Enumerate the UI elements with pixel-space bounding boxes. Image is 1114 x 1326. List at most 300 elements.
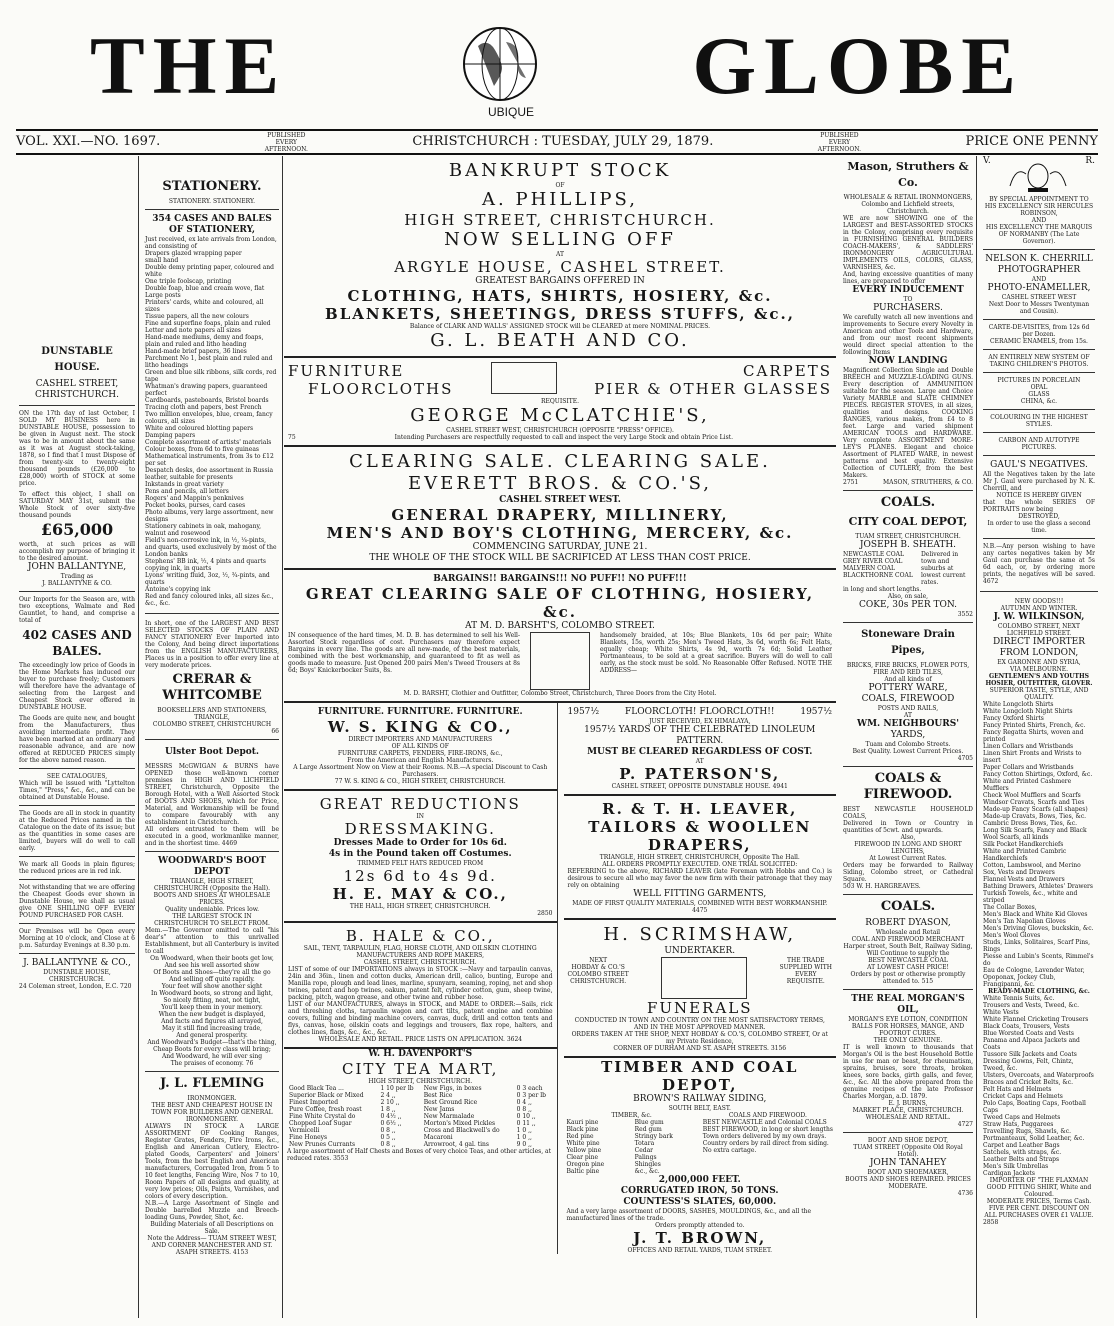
timber-item: Red pine: [566, 1133, 594, 1140]
woodward-sub: TRIANGLE, HIGH STREET, CHRISTCHURCH (Opposite the Hall).: [153, 878, 270, 892]
verse-line: Your feet will show another sight: [161, 983, 263, 990]
dunstable-trading: Trading as: [60, 573, 94, 580]
column-1: [16, 156, 139, 1318]
davenport-ad: [284, 1049, 557, 1162]
stationery-list-item: Field's non-corrosive ink, in ½, ¼-pints, and quarts, used exclusively by most of the London banks: [145, 537, 277, 558]
hargreaves-name: 503 W. H. HARGREAVES.: [843, 883, 921, 890]
dressmaking-ad: [284, 791, 557, 923]
greatest-bargains: GREATEST BARGAINS OFFERED IN: [475, 276, 645, 286]
timber-item: Yellow pine: [566, 1147, 602, 1154]
goods-item: Fancy Cotton Shirtings, Oxford, &c.: [983, 771, 1093, 778]
stationery-ad: [142, 156, 282, 1256]
dyason-orders: Orders by post or otherwise promptly attended to. 515: [850, 971, 966, 985]
morgan-sub: MORGAN'S EYE LOTION, CONDITION BALLS FOR HORSES, MANGE, AND FOOTROT CURES.: [848, 1016, 968, 1037]
stationery-short: In short, one of the LARGEST AND BEST SELECTED STOCKS OF PLAIN AND FANCY STATIONERY Ever Imported into the Colony, And being direct importations from the ENGLISH MANUFACTURERS, Places us in a position to offer every line at very moderate prices.: [145, 620, 279, 669]
fleming-sub: IRONMONGER.: [187, 1095, 237, 1102]
coals-text: BEST NEWCASTLE and Colonial COALS: [702, 1119, 827, 1126]
mason-sub: WHOLESALE & RETAIL IRONMONGERS,: [843, 194, 973, 201]
dunstable-address: CASHEL STREET, CHRISTCHURCH.: [35, 379, 119, 400]
volume-number: VOL. XXI.—NO. 1697.: [16, 134, 161, 149]
neighbours-name: WM. NEIGHBOURS': [856, 719, 960, 729]
stationery-list-item: Mathematical instruments, from 3s to £12 per set: [145, 453, 274, 467]
clothing-line: CLOTHING, HATS, SHIRTS, HOSIERY, &c.: [347, 287, 773, 305]
dateline: [16, 129, 1098, 155]
stationery-list-item: Despatch desks, doe assortment in Russia leather, suitable for presents: [145, 467, 274, 481]
scrimshaw-undertaker: UNDERTAKER.: [664, 946, 736, 956]
drapery-line: GENERAL DRAPERY, MILLINERY,: [391, 506, 729, 524]
ulster-text: MESSRS McGWIGAN & BURNS have OPENED those well-known corner premises in HIGH AND LICHFIELD STREET, Christchurch, Opposite the Borough Hotel, with a Well Assorted Stock of BOOTS AND SHOES, which for Price, Material, and Workmanship will be found to compare favourably with any establishment in Christchurch.: [145, 763, 279, 826]
tea-cell: 0 11 ,,: [516, 1120, 536, 1127]
discount: FIVE PER CENT. DISCOUNT ON ALL PURCHASES OVER £1 VALUE.: [984, 1205, 1094, 1219]
barsht-at: AT M. D. BARSHT'S, COLOMBO STREET.: [465, 621, 655, 631]
and-1: AND: [1031, 217, 1047, 224]
carpets-word: CARPETS: [743, 362, 832, 380]
ready-item: White Vests: [983, 1009, 1019, 1016]
stationery-list-item: Complete assortment of artists' materials: [145, 439, 272, 446]
king-head: FURNITURE. FURNITURE. FURNITURE.: [317, 707, 523, 717]
tea-cell: 0 4 ,,: [516, 1099, 532, 1106]
gentlemen: GENTLEMEN'S AND YOUTHS HOSIER, OUTFITTER, GLOVER.: [985, 673, 1093, 687]
masthead-the: THE: [90, 20, 288, 111]
burns-address: MARKET PLACE, CHRISTCHURCH.: [852, 1107, 964, 1114]
stationery-list-item: Cardboards, pasteboards, Bristol boards: [145, 397, 269, 404]
stationery-list-item: Tissue papers, all the new colours: [145, 313, 249, 320]
scrim-requisite: REQUISITE.: [786, 978, 825, 985]
hale-sub: SAIL, TENT, TARPAULIN, FLAG, HORSE CLOTH, AND OILSKIN CLOTHING MANUFACTURERS AND ROPE MAKERS,: [303, 945, 537, 959]
coals-title: COALS.: [880, 495, 936, 510]
timber-item: &c., &c.: [634, 1168, 660, 1175]
everett-address: CASHEL STREET WEST.: [499, 495, 621, 505]
stationery-cases: 354 CASES AND BALES OF STATIONERY,: [152, 214, 272, 235]
goods-item: Eau de Cologne, Lavender Water, Opoponax, Jockey Club, Frangipanni, &c.: [983, 967, 1085, 988]
scrim-orders: ORDERS TAKEN AT THE SHOP, NEXT HOBDAY & CO.'S, COLOMBO STREET, Or at my Private Residence,: [571, 1031, 828, 1045]
issue-date: CHRISTCHURCH : TUESDAY, JULY 29, 1879.: [412, 134, 714, 149]
mens-line: MEN'S AND BOY'S CLOTHING, MERCERY, &c.: [326, 524, 794, 542]
masthead-globe: GLOBE: [692, 20, 1024, 111]
tea-cell: 0 8 ,,: [516, 1106, 532, 1113]
timber-feet: 2,000,000 FEET.: [658, 1175, 741, 1185]
king-ad: [284, 703, 557, 791]
column-4: [840, 156, 977, 1318]
autumn: AUTUMN AND WINTER.: [1000, 605, 1078, 612]
verse-line: On Woodward, when their boots get low,: [150, 955, 274, 962]
hale-foot: WHOLESALE AND RETAIL. PRICE LISTS ON APPLICATION. 3624: [318, 1036, 523, 1043]
tea-row: [287, 1120, 554, 1127]
dunstable-shilling: Not withstanding that we are offering the Cheapest Goods ever shown in Dunstable House, we shall as usual give ONE SHILLING OFF EVERY POUND PURCHASED FOR CASH.: [19, 884, 135, 919]
leaver-well: WELL FITTING GARMENTS,: [633, 889, 767, 899]
tea-price-table: [287, 1085, 554, 1148]
timber-list: [567, 1119, 629, 1175]
bankrupt-stock-ad: [284, 156, 836, 358]
verse-line: May it still find increasing trade,: [162, 1025, 262, 1032]
dunstable-amount: £65,000: [40, 520, 114, 539]
goods-item: Men's Black and White Kid Gloves: [983, 911, 1088, 918]
neighbours-at: AT: [903, 712, 912, 719]
goods-item: White and Printed Cambric Handkerchiefs: [983, 848, 1067, 862]
leaver-orders: ALL ORDERS PROMPTLY EXECUTED. ONE TRIAL SOLICITED:: [602, 861, 798, 868]
dunstable-hours: Our Premises will be Open every Morning at 10 o'clock, and Close at 6 p.m. Saturday Evenings at 8.30 p.m.: [19, 928, 135, 949]
timber-item: Baltic pine: [566, 1168, 600, 1175]
ready-item: Satchels, with straps, &c.: [983, 1149, 1062, 1156]
garonne: EX GARONNE AND SYRIA,: [997, 659, 1081, 666]
ready-item: Braces and Cricket Belts, &c.: [983, 1079, 1073, 1086]
barsht-foot: M. D. BARSHT, Clothier and Outfitter, Colombo Street, Christchurch, Three Doors from the City Hotel.: [403, 690, 717, 697]
may-address: THE HALL, HIGH STREET, CHRISTCHURCH.: [349, 903, 491, 910]
davenport-address: HIGH STREET, CHRISTCHURCH.: [368, 1078, 473, 1085]
tea-cell: 0 3 per lb: [516, 1092, 547, 1099]
tea-cell: New Jams: [423, 1106, 455, 1113]
stationery-list-item: Just received, ex late arrivals from London, and consisting of: [145, 236, 277, 250]
motto: UBIQUE: [487, 105, 534, 119]
stationery-list-item: Whatman's drawing papers, guaranteed perfect: [145, 383, 268, 397]
woodward-text: BOOTS AND SHOES AT WHOLESALE PRICES.: [153, 892, 271, 906]
mason-body: WE are now SHOWING one of the LARGEST and BEST-ASSORTED STOCKS in the Colony, comprising every requisite in FURNISHING GENERAL BUILDERS COACH-MAKERS', & SADDLERS' IRONMONGERY AGRICULTURAL IMPLEMENTS OILS, COLORS, GLASS, VARNISHES, &c.: [843, 215, 973, 271]
burns-name: E. J. BURNS,: [888, 1100, 928, 1107]
tea-cell: 1 8 ,,: [380, 1106, 396, 1113]
stationery-list-item: Letter and note papers all sizes: [145, 327, 241, 334]
flaxman: IMPORTER OF "THE FLAXMAN GOOD FITTING SHIRT, White and Coloured.: [986, 1177, 1092, 1198]
goods-item: Fancy Regatta Shirts, woven and printed: [983, 729, 1084, 743]
tea-cell: 9 0 ,,: [516, 1141, 532, 1148]
newspaper-page: [16, 156, 1098, 1318]
coals-sub: COALS AND FIREWOOD.: [728, 1112, 807, 1119]
stationery-title: STATIONERY.: [162, 179, 262, 194]
verse-line: So nicely fitting, neat, not tight,: [163, 997, 261, 1004]
shop-illustration-icon: [530, 632, 590, 690]
ready-item: Cardigan Jackets: [983, 1170, 1036, 1177]
via-melbourne: VIA MELBOURNE.: [1009, 666, 1068, 673]
verse-line: And facts and figures all arrayed,: [161, 1018, 263, 1025]
floorcloth-head: FLOORCLOTH! FLOORCLOTH!!: [625, 707, 775, 717]
gaul-nb: N.B.—Any person wishing to have any cartes negatives taken by Mr Gaul can purchase the same at 5s 6d each, or, by ordering more prints, the negatives will be saved. 4672: [983, 543, 1095, 585]
woodward-big: THE LARGEST STOCK IN CHRISTCHURCH TO SELECT FROM.: [154, 913, 270, 927]
goods-item: Turkish Towels, &c., white and striped: [983, 890, 1078, 904]
wilkinson-name: J. W. WILKINSON,: [993, 612, 1085, 622]
glass: GLASS: [1028, 391, 1050, 398]
dunstable-catalogues: SEE CATALOGUES,: [46, 773, 108, 780]
ulster-title: Ulster Boot Depot.: [164, 747, 260, 757]
timber-item: Cedar: [634, 1147, 654, 1154]
ready-item: Panama and Alpaca Jackets and Coats: [983, 1037, 1080, 1051]
neighbours-number: 4705: [957, 755, 973, 762]
tea-cell: 0 10 ,,: [516, 1113, 536, 1120]
tea-cell: 0 6½ ,,: [380, 1120, 402, 1127]
goods-item: Check Wool Mufflers and Scarfs: [983, 792, 1081, 799]
woodward-title: WOODWARD'S BOOT DEPOT: [158, 856, 266, 877]
verse-line: Cheap Boots for every class will bring;: [153, 1046, 271, 1053]
direct-importer: DIRECT IMPORTER: [992, 637, 1086, 647]
notice-text: that the whole SERIES OF PORTRAITS now being: [983, 499, 1095, 513]
floorcloth-num-left: 1957½: [567, 707, 600, 717]
tea-cell: New Marmalade: [423, 1113, 475, 1120]
coal-item: GREY RIVER COAL: [843, 558, 903, 565]
timber-general: And a very large assortment of DOORS, SASHES, MOULDINGS, &c., and all the manufactured lines of the trade.: [566, 1208, 812, 1222]
opal: OPAL: [1030, 384, 1048, 391]
coal-list: [843, 551, 913, 586]
best-coal: BEST NEWCASTLE HOUSEHOLD COALS,: [843, 806, 973, 820]
goods-item: White Longcloth Shirts: [983, 701, 1054, 708]
stationery-list-item: Lyons' writing fluid, 3oz, ½, ¾-pints, and quarts: [145, 572, 270, 586]
verse-line: When the new budget is displayed,: [158, 1011, 266, 1018]
timber-title: TIMBER AND COAL DEPOT,: [601, 1058, 799, 1094]
pier-word: PIER & OTHER GLASSES: [594, 380, 832, 398]
city-coal-depot: CITY COAL DEPOT,: [848, 515, 968, 528]
stationery-sub: STATIONERY. STATIONERY.: [168, 198, 256, 205]
stationery-list-item: Pens and pencils, all letters: [145, 488, 229, 495]
mason-title: Mason, Struthers & Co.: [847, 160, 969, 189]
goods-item: Paper Collars and Wristbands: [983, 764, 1074, 771]
verse-line: And Woodward's Budget—that's the thing,: [147, 1039, 277, 1046]
mason-also: And, having excessive quantities of many lines, are prepared to offer: [843, 271, 973, 285]
tea-cell: 0 8 ,,: [380, 1141, 396, 1148]
hearse-illustration-icon: [661, 957, 747, 999]
brown-address: OFFICES AND RETAIL YARDS, TUAM STREET.: [627, 1247, 773, 1254]
dunstable-plain: We mark all Goods in plain figures; the reduced prices are in red ink.: [19, 861, 135, 875]
stationery-list-item: Stationery cabinets in oak, mahogany, walnut and rosewood: [145, 523, 261, 537]
king-of: OF ALL KINDS OF: [391, 743, 449, 750]
requisite-line: REQUISITE.: [540, 398, 579, 405]
tea-row: [287, 1113, 554, 1120]
dunstable-count: 402 CASES AND BALES.: [22, 628, 132, 658]
verse-line: Of Boots and Shoes—they're all the go: [153, 969, 271, 976]
beath-name: G. L. BEATH AND CO.: [430, 330, 690, 351]
scrim-colombo: COLOMBO STREET: [567, 971, 629, 978]
mason-to: TO: [903, 296, 913, 303]
verse-line: And selling off quite rapidly.: [169, 976, 255, 983]
masthead-area: [0, 0, 1114, 128]
goods-item: Linen Shirt Fronts and Wrists to insert: [983, 750, 1082, 764]
goods-item: Made-up Fancy Scarfs (all shapes): [983, 806, 1088, 813]
vr-letter-v: V.: [983, 156, 991, 166]
tea-cell: Fine White Crystal do: [289, 1113, 356, 1120]
tea-foot: A large assortment of Half Chests and Boxes of very choice Teas, and other articles, at reduced rates. 3553: [287, 1148, 552, 1162]
column-3: [284, 156, 836, 1318]
neighbours-yards: YARDS,: [890, 730, 926, 740]
phillips-name: A. PHILLIPS,: [482, 189, 638, 210]
tea-cell: Pure Coffee, fresh roast: [289, 1106, 362, 1113]
ready-item: Blue Worsted Coats and Vests: [983, 1030, 1074, 1037]
royal-arms-icon: [1006, 156, 1070, 196]
ready-item: Carpet and Leather Bags: [983, 1142, 1060, 1149]
scrim-every: EVERY: [795, 971, 817, 978]
crerar-address: COLOMBO STREET, CHRISTCHURCH: [152, 721, 272, 728]
floorcloth-num-right: 1957½: [800, 707, 832, 717]
goods-list: [983, 701, 1095, 988]
ready-made: READY-MADE CLOTHING, &c.: [988, 988, 1090, 995]
king-name: W. S. KING & CO.,: [327, 718, 513, 736]
china: CHINA, &c.: [1020, 398, 1058, 405]
paterson-address: CASHEL STREET, OPPOSITE DUNSTABLE HOUSE. 4941: [611, 783, 788, 790]
coals-firewood-title: COALS & FIREWOOD.: [863, 771, 953, 802]
goods-item: Men's Driving Gloves, buckskin, &c.: [983, 925, 1094, 932]
barsht-great: GREAT CLEARING SALE OF CLOTHING, HOSIERY, &c.: [305, 585, 815, 621]
dunstable-foot4: 24 Coleman street, London, E.C. 720: [19, 983, 132, 990]
appointment: BY SPECIAL APPOINTMENT TO HIS EXCELLENCY SIR HERCULES ROBINSON,: [984, 196, 1094, 217]
dresses-line: Dresses Made to Order for 10s 6d.: [333, 838, 507, 848]
timber-iron: CORRUGATED IRON, 50 TONS.: [620, 1186, 779, 1196]
davenport-name: W. H. DAVENPORT'S: [368, 1049, 473, 1059]
goods-item: White Longcloth Night Shirts: [983, 708, 1073, 715]
masthead: [90, 20, 1024, 112]
new-goods: NEW GOODS!!!: [1014, 598, 1064, 605]
superior: SUPERIOR TASTE, STYLE, AND QUALITY.: [989, 687, 1089, 701]
tea-cell: New Prunes Currants: [289, 1141, 356, 1148]
at-label: AT: [555, 251, 564, 258]
timber-item: Clear pine: [566, 1154, 599, 1161]
dunstable-offer: To effect this object, I shall on SATURDAY MAY 31st, submit the Whole Stock of over sixty-five thousand pounds: [19, 491, 135, 519]
coal-item: MALVERN COAL: [843, 565, 895, 572]
hale-body: LIST of some of our IMPORTATIONS always in STOCK :—Navy and tarpaulin canvas, 24in and 36in., linen and cotton ducks, American drill, calico, bunting, Europe and Manilla rope, plough and lead lines, marline, spunyarn, seaming, roping, net and shop twines, patent and hop twines, oakum, patent felt, cylinder cotton, gum, sheep twine, packing, pitch, wagon grease, and other twine and rubber hose.: [288, 966, 553, 1001]
tea-cell: Morton's Mixed Pickles: [423, 1120, 496, 1127]
stationery-list-item: Drapers glazed wrapping paper: [145, 250, 242, 257]
goods-item: Cotton, Lambswool, and Merino Sox, Vests and Drawers: [983, 862, 1081, 876]
tanahey-repaired: BOOTS AND SHOES REPAIRED. PRICES MODERATE.: [845, 1176, 971, 1190]
verse-line: The praises of economy. 76: [170, 1060, 254, 1067]
king-from: From the American and English Manufacturers.: [347, 757, 494, 764]
glass-2: In order to use the glass a second time.: [987, 520, 1091, 534]
everett-name: EVERETT BROS. & CO.'S,: [407, 473, 712, 494]
ceramic: CERAMIC ENAMELS, from 15s.: [990, 338, 1088, 345]
mason-purchasers: PURCHASERS.: [873, 303, 943, 313]
stationery-list-item: Red and fancy coloured inks, all sizes &c., &c., &c.: [145, 593, 274, 607]
vr-letter-r: R.: [1085, 156, 1095, 166]
moderate: MODERATE PRICES, Terms Cash.: [986, 1198, 1092, 1205]
dunstable-title: DUNSTABLE HOUSE.: [41, 346, 113, 373]
city-coal-address: TUAM STREET, CHRISTCHURCH.: [855, 533, 961, 540]
mason-foot: MASON, STRUTHERS, & CO.: [882, 479, 973, 486]
cherrill-ad: [980, 156, 1098, 585]
goods-item: White and Printed Cashmere Mufflers: [983, 778, 1072, 792]
mcclatchie-name: GEORGE McCLATCHIE'S,: [410, 405, 710, 426]
landing-list: Magnificent Collection Single and Double BREECH and MUZZLE-LOADING GUNS. Every description of AMMUNITION suitable for the season. Large and Choice Variety MARBLE and SLATE CHIMNEY PIECES. REGISTER STOVES, in all sizes, qualities and designs. COOKING RANGES, various makes, from £4 to 8 feet. Large and varied shipment AMERICAN TOOLS and HARDWARE. Very complete ASSORTMENT MORE-LEY'S PLANES. Elegant and choice Assortment of PLATED WARE, in newest patterns and best quality. Extensive Collection of CUTLERY, from the best Makers.: [843, 367, 973, 479]
ready-item: Tweed Caps and Helmets: [983, 1114, 1061, 1121]
timber-item: Kauri pine: [566, 1119, 599, 1126]
stationery-list-item: Colour boxes, from 6d to five guineas: [145, 446, 259, 453]
hale-name: B. HALE & CO.,: [345, 927, 495, 945]
gaul-title: GAUL'S NEGATIVES.: [990, 460, 1088, 470]
mcclatchie-address: CASHEL STREET WEST, CHRISTCHURCH (OPPOSITE "PRESS" OFFICE).: [446, 427, 674, 434]
column-2: [142, 156, 283, 1318]
timber-item: Black pine: [566, 1126, 599, 1133]
bankrupt-of: OF: [555, 182, 565, 189]
commencing-line: COMMENCING SATURDAY, JUNE 21.: [472, 542, 648, 552]
stationery-list-item: Damping papers: [145, 432, 196, 439]
ready-item: White Tennis Suits, &c.: [983, 995, 1055, 1002]
tea-cell: Finest Imported: [289, 1099, 339, 1106]
reductions-in: IN: [416, 813, 425, 820]
floorcloth-at: AT: [695, 758, 704, 765]
tea-cell: 2 10 ,,: [380, 1099, 400, 1106]
verse-line: In Woodward boots, so strong and light,: [151, 990, 273, 997]
dunstable-worth: worth, at such prices as will accomplish my purpose of bringing it to the desired amount.: [19, 541, 135, 562]
goods-item: Piesse and Lubin's Scents, Rimmel's do: [983, 953, 1094, 967]
hale-ad: [284, 923, 557, 1049]
notice: NOTICE IS HEREBY GIVEN: [996, 492, 1082, 499]
stationery-list-item: small hand: [145, 257, 179, 264]
ready-item: Polo Caps, Boating Caps, Football Caps: [983, 1100, 1086, 1114]
goods-item: Men's Tan Napolian Gloves: [983, 918, 1066, 925]
ready-item: Leather Belts and Straps: [983, 1156, 1060, 1163]
dyason-sub: Wholesale and Retail: [875, 929, 941, 936]
stationery-list-item: Rogers' and Mappin's penknives: [145, 495, 244, 502]
dunstable-foot2: DUNSTABLE HOUSE,: [43, 969, 111, 976]
coal-also: Also, on sale,: [887, 593, 929, 600]
ready-item: Dressing Gowns, Felt, Chintz, Tweed, &c.: [983, 1058, 1074, 1072]
tea-row: [287, 1141, 554, 1148]
tea-cell: Best Ground Rice: [423, 1099, 478, 1106]
neighbours-tuam: Tuam and Colombo Streets.: [865, 741, 951, 748]
verse-line: You'll keep them in your memory.: [161, 1004, 263, 1011]
col3-right: [564, 703, 837, 1254]
coals-country: Country orders by rail direct from siding. No extra cartage.: [702, 1140, 829, 1154]
brown-name: J. T. BROWN,: [633, 1229, 767, 1247]
woodward-verse: [145, 955, 279, 1067]
and-2: AND: [1031, 276, 1047, 283]
mason-inducement: EVERY INDUCEMENT: [852, 285, 964, 295]
stoneware-bricks: BRICKS, FIRE BRICKS, FLOWER POTS, FIRE AND RED TILES,: [846, 662, 970, 676]
whole-stock-line: THE WHOLE OF THE STOCK WILL BE SACRIFICED AT LESS THAN COST PRICE.: [369, 553, 751, 563]
ready-item: Felt Hats and Helmets: [983, 1086, 1052, 1093]
coal-firewood-2: FIREWOOD IN LONG AND SHORT LENGTHS,: [854, 841, 962, 855]
goods-item: Silk Pocket Handkerchiefs: [983, 841, 1064, 848]
ready-list: [983, 995, 1095, 1177]
price: PRICE ONE PENNY: [965, 134, 1098, 149]
fleming-text: THE BEST AND CHEAPEST HOUSE IN TOWN FOR BUILDERS AND GENERAL IRONMONGERY.: [151, 1102, 273, 1123]
tanahey-number: 4736: [957, 1190, 973, 1197]
goods-item: Long Silk Scarfs, Fancy and Black: [983, 827, 1087, 834]
dunstable-house-ad: [16, 344, 138, 990]
boot-address: TUAM STREET (Opposite Old Royal Hotel).: [853, 1144, 963, 1158]
cherrill-cashel: CASHEL STREET WEST: [1001, 294, 1077, 301]
discount-number: 2858: [983, 1219, 999, 1226]
king-direct: DIRECT IMPORTERS AND MANUFACTURERS: [348, 736, 493, 743]
scrim-next: NEXT: [589, 957, 608, 964]
entirely-new: AN ENTIRELY NEW SYSTEM OF TAKING CHILDREN'S PHOTOS.: [988, 354, 1090, 368]
woodward-poem: Mem.—The Governor omitted to call "his dear's" attention to this unrivalled Establishment, but all Canterbury is invited to call: [145, 927, 279, 955]
stationery-list-item: Antoine's copying ink: [145, 586, 211, 593]
goods-item: Wool Scarfs, all kinds: [983, 834, 1049, 841]
crerar-number: 66: [271, 728, 279, 735]
king-items: FURNITURE CARPETS, FENDERS, FIRE-IRONS, &c.,: [337, 750, 503, 757]
fleming-nb: N.B.—A Large Assortment of Single and Double barrelled Muzzle and Breech-loading Guns, Powder, Shot, &c.: [145, 1200, 279, 1221]
tea-cell: New Figs, in boxes: [423, 1085, 482, 1092]
fleming-title: J. L. FLEMING: [159, 1076, 265, 1091]
scrimshaw-ad: [564, 920, 837, 1058]
leaver-sub: TAILORS & WOOLLEN DRAPERS,: [588, 818, 812, 854]
scrim-chch: CHRISTCHURCH.: [570, 978, 627, 985]
scrim-corner: CORNER OF DURHAM AND ST. ASAPH STREETS. 3156: [613, 1045, 787, 1052]
col3-left: [284, 703, 558, 1254]
scrim-trade: THE TRADE: [786, 957, 825, 964]
floorcloth-must: MUST BE CLEARED REGARDLESS OF COST.: [587, 747, 813, 757]
stationery-list-item: Printers' cards, white and coloured, all sizes: [145, 299, 264, 313]
cherrill-name: NELSON K. CHERRILL: [985, 254, 1093, 264]
tea-cell: Good Black Tea ...: [289, 1085, 344, 1092]
porcelain: PICTURES IN PORCELAIN: [997, 377, 1081, 384]
barsht-body: IN consequence of the hard times, M. D. B. has determined to sell his Well-Assorted Stock regardless of cost. Purchasers may therefore expect Bargains in every line. The goods are all new-made, of the best materials, combined with the best workmanship, and guaranteed to fit as well as goods made to measure. Just Opened 200 pairs Men's Tweed Trousers at 8s 6d; Boys' Knickerbocker Suits, 8s.: [288, 632, 520, 674]
colouring: COLOURING IN THE HIGHEST STYLES.: [990, 414, 1088, 428]
ready-item: Portmanteaux, Solid Leather, &c.: [983, 1135, 1085, 1142]
may-name: H. E. MAY & CO.,: [332, 885, 508, 903]
brown-siding: BROWN'S RAILWAY SIDING,: [633, 1094, 767, 1104]
ready-item: Black Coats, Trousers, Vests: [983, 1023, 1070, 1030]
tea-row: [287, 1127, 554, 1134]
timber-item: Oregon pine: [566, 1161, 605, 1168]
tea-row: [287, 1085, 554, 1092]
dunstable-intro: ON the 17th day of last October, I SOLD MY BUSINESS here in DUNSTABLE HOUSE, possession to be given in August next. The stock was to be in amount about the same as it was at August stock-taking, 1878, so I find that I must Dispose of from twenty-six to twenty-eight thousand pounds (£26,000 to £28,000) worth of STOCK at some price.: [19, 410, 135, 487]
column-5: [980, 156, 1098, 1318]
coal-long: in long and short lengths.: [843, 586, 922, 593]
